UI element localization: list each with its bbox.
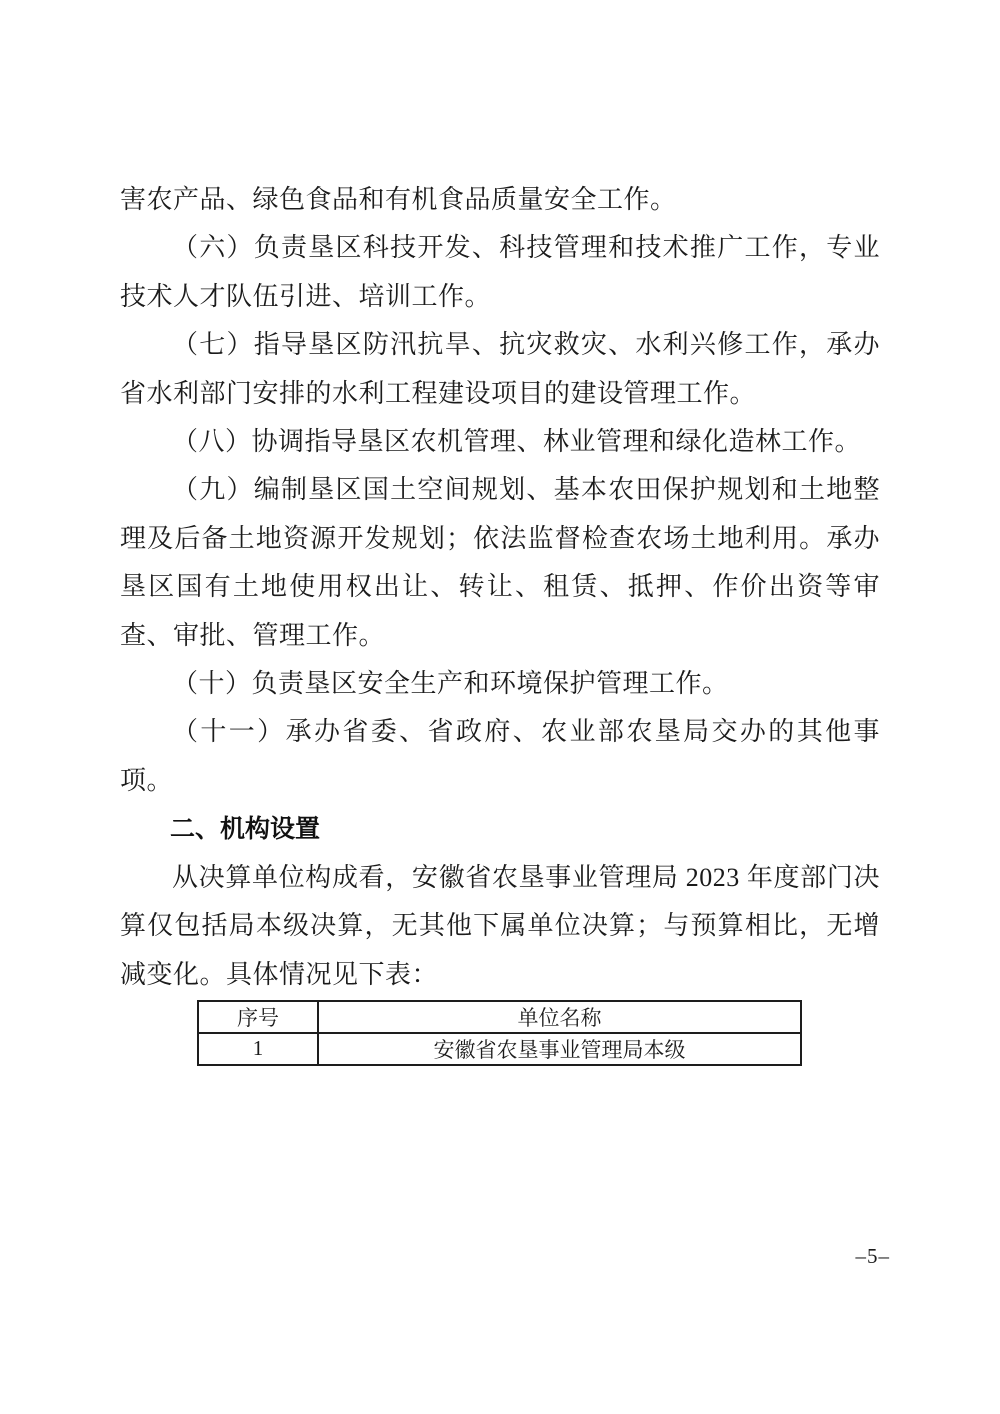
body-paragraph-item-8: （八）协调指导垦区农机管理、林业管理和绿化造林工作。 bbox=[172, 427, 862, 457]
unit-list-table bbox=[197, 1000, 802, 1066]
body-paragraph-item-9: （九）编制垦区国土空间规划、基本农田保护规划和土地整理及后备土地资源开发规划；依法监督检查农场土地利用。承办垦区国有土地使用权出让、转让、租赁、抵押、作价出资等审查、审批、管理工作。 bbox=[120, 475, 880, 650]
table-row bbox=[198, 1033, 801, 1065]
table-header-seq: 序号 bbox=[198, 1001, 318, 1033]
body-paragraph-item-11: （十一）承办省委、省政府、农业部农垦局交办的其他事项。 bbox=[120, 717, 880, 795]
section-heading: 二、机构设置 bbox=[170, 815, 321, 844]
body-paragraph-item-6: （六）负责垦区科技开发、科技管理和技术推广工作，专业技术人才队伍引进、培训工作。 bbox=[120, 233, 880, 311]
body-paragraph-item-7: （七）指导垦区防汛抗旱、抗灾救灾、水利兴修工作，承办省水利部门安排的水利工程建设项目的建设管理工作。 bbox=[120, 330, 880, 408]
table-cell-seq: 1 bbox=[198, 1033, 318, 1065]
page-number: –5– bbox=[855, 1244, 890, 1268]
table-header-unit-name: 单位名称 bbox=[318, 1001, 801, 1033]
body-paragraph-continuation: 害农产品、绿色食品和有机食品质量安全工作。 bbox=[120, 185, 677, 214]
table-header-row bbox=[198, 1001, 801, 1033]
table-cell-unit-name: 安徽省农垦事业管理局本级 bbox=[318, 1033, 801, 1065]
body-paragraph-item-10: （十）负责垦区安全生产和环境保护管理工作。 bbox=[172, 669, 729, 699]
body-paragraph-intro-table: 从决算单位构成看，安徽省农垦事业管理局 2023 年度部门决算仅包括局本级决算，无其他下属单位决算；与预算相比，无增减变化。具体情况见下表： bbox=[120, 862, 880, 989]
document-body bbox=[120, 176, 880, 1066]
